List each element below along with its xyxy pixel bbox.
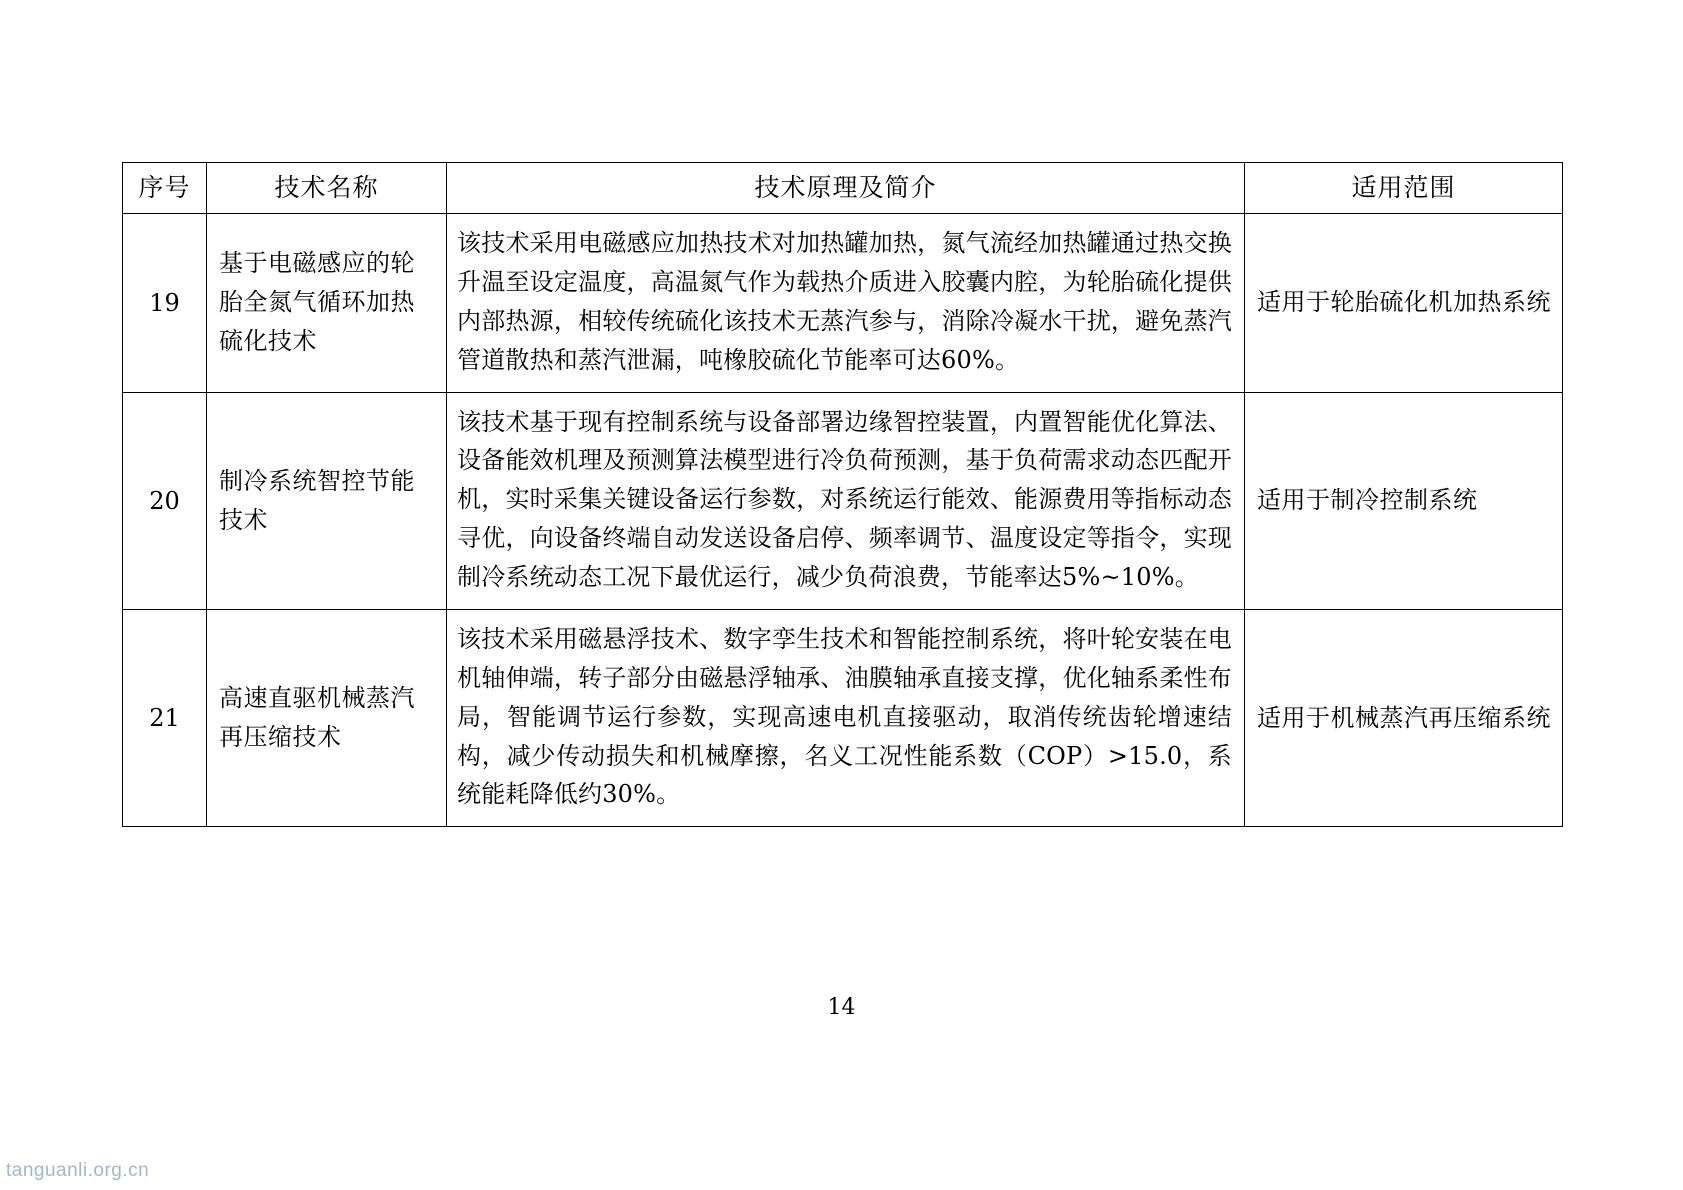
table-row: [123, 392, 1563, 609]
row-technology-name: 基于电磁感应的轮胎全氮气循环加热硫化技术: [207, 214, 447, 393]
row-technology-name: 高速直驱机械蒸汽再压缩技术: [207, 609, 447, 826]
row-scope: 适用于轮胎硫化机加热系统: [1245, 214, 1563, 393]
technology-table: [122, 162, 1563, 827]
row-scope: 适用于制冷控制系统: [1245, 392, 1563, 609]
table-header-row: [123, 163, 1563, 214]
column-header-scope: 适用范围: [1245, 163, 1563, 214]
table-row: [123, 214, 1563, 393]
row-description: 该技术基于现有控制系统与设备部署边缘智控装置，内置智能优化算法、设备能效机理及预测算法模型进行冷负荷预测，基于负荷需求动态匹配开机，实时采集关键设备运行参数，对系统运行能效、能源费用等指标动态寻优，向设备终端自动发送设备启停、频率调节、温度设定等指令，实现制冷系统动态工况下最优运行，减少负荷浪费，节能率达5%~10%。: [447, 392, 1245, 609]
row-description: 该技术采用电磁感应加热技术对加热罐加热，氮气流经加热罐通过热交换升温至设定温度，高温氮气作为载热介质进入胶囊内腔，为轮胎硫化提供内部热源，相较传统硫化该技术无蒸汽参与，消除冷凝水干扰，避免蒸汽管道散热和蒸汽泄漏，吨橡胶硫化节能率可达60%。: [447, 214, 1245, 393]
row-scope: 适用于机械蒸汽再压缩系统: [1245, 609, 1563, 826]
column-header-description: 技术原理及简介: [447, 163, 1245, 214]
row-technology-name: 制冷系统智控节能技术: [207, 392, 447, 609]
row-number: 20: [123, 392, 207, 609]
page-number: 14: [827, 995, 856, 1020]
table-row: [123, 609, 1563, 826]
row-description: 该技术采用磁悬浮技术、数字孪生技术和智能控制系统，将叶轮安装在电机轴伸端，转子部分由磁悬浮轴承、油膜轴承直接支撑，优化轴系柔性布局，智能调节运行参数，实现高速电机直接驱动，取消传统齿轮增速结构，减少传动损失和机械摩擦，名义工况性能系数（COP）>15.0，系统能耗降低约30%。: [447, 609, 1245, 826]
row-number: 19: [123, 214, 207, 393]
column-header-no: 序号: [123, 163, 207, 214]
column-header-name: 技术名称: [207, 163, 447, 214]
watermark-text: tanguanli.org.cn: [6, 1160, 150, 1181]
row-number: 21: [123, 609, 207, 826]
